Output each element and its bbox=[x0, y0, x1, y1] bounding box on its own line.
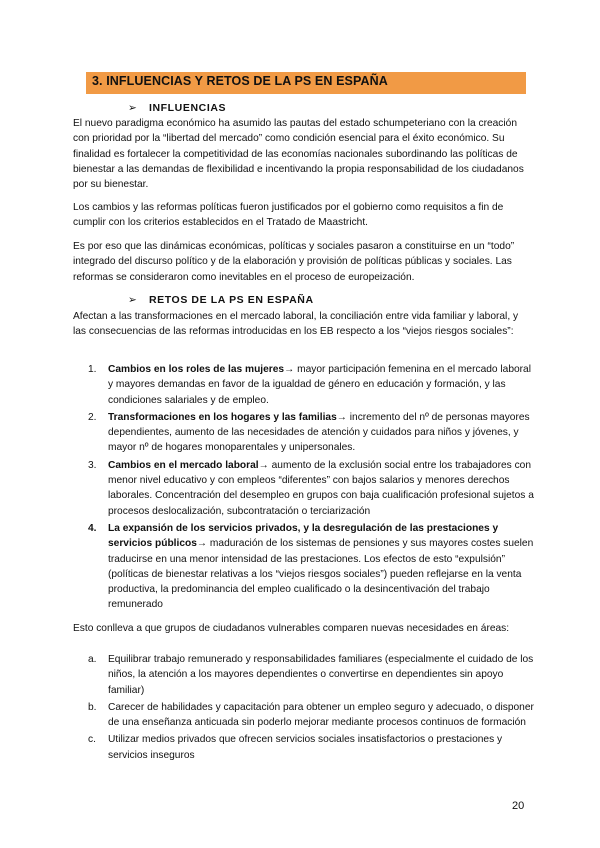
subheading-text: RETOS DE LA PS EN ESPAÑA bbox=[148, 294, 314, 306]
list-item-text: Carecer de habilidades y capacitación para obtener un empleo seguro y adecuado, o disponer de una enseñanza anticuada sin poderlo mejorar mediante procesos continuos de formación bbox=[108, 701, 534, 729]
list-letter: a. bbox=[88, 654, 97, 665]
list-item-text: → mayor participación femenina en el mercado laboral y mayores demandas en favor de la igualdad de género en educación y formación, y las condiciones salariales y de empleo. bbox=[108, 364, 531, 406]
list-item-bold: Cambios en los roles de las mujeres bbox=[108, 364, 285, 375]
section-number: 3. bbox=[92, 74, 103, 88]
list-number: 4. bbox=[88, 522, 97, 534]
list-item bbox=[88, 652, 534, 698]
list-item-text: Utilizar medios privados que ofrecen servicios sociales insatisfactorios o prestaciones y servicios inseguros bbox=[108, 734, 503, 761]
subheading-text: INFLUENCIAS bbox=[148, 102, 227, 114]
list-item bbox=[88, 458, 534, 519]
list-item bbox=[88, 700, 534, 731]
section-title-text: INFLUENCIAS Y RETOS DE LA PS EN ESPAÑA bbox=[106, 74, 388, 88]
list-letter: c. bbox=[88, 734, 96, 746]
list-item bbox=[88, 521, 534, 613]
subheading-retos bbox=[128, 294, 314, 306]
retos-numbered-list bbox=[88, 362, 534, 613]
list-item-bold: Transformaciones en los hogares y las familias bbox=[108, 411, 337, 423]
arrow-bullet-icon: ➢ bbox=[128, 294, 138, 306]
conclusion-paragraph: Esto conlleva a que grupos de ciudadanos vulnerables comparen nuevas necesidades en áreas: bbox=[73, 623, 510, 634]
retos-intro-paragraph: Afectan a las transformaciones en el mercado laboral, la conciliación entre vida familiar y laboral, y las consecuencias de las reformas introducidas en los EB respecto a los “viejos riesgos sociales”: bbox=[73, 311, 519, 338]
areas-lettered-list bbox=[88, 652, 534, 763]
list-letter: b. bbox=[88, 701, 97, 713]
list-item-text: Equilibrar trabajo remunerado y responsabilidades familiares (especialmente el cuidado de los niños, la atención a los mayores dependientes o convertirse en dependientes sin apoyo familiar) bbox=[108, 654, 534, 696]
list-item-bold: Cambios en el mercado laboral bbox=[108, 459, 259, 471]
section-title bbox=[92, 74, 388, 88]
arrow-bullet-icon: ➢ bbox=[128, 102, 138, 114]
list-number: 2. bbox=[88, 411, 97, 423]
list-item bbox=[88, 732, 534, 763]
list-number: 3. bbox=[88, 459, 97, 471]
list-item-text: → incremento del nº de personas mayores dependientes, aumento de las necesidades de atención y cuidados para niños y jóvenes, y mayor nº de hogares monoparentales y unipersonales. bbox=[108, 411, 530, 454]
list-item-text: → maduración de los sistemas de pensiones y sus mayores costes suelen traducirse en una menor intensidad de las prestaciones. Los efectos de esto “expulsión” (políticas de bienestar relativas a los “viejos riesgos sociales”) pueden reflejarse en la venta productiva, la predominancia del empleo cualificado o la desincentivación del trabajo remunerado bbox=[108, 538, 534, 611]
influencias-paragraph-2: Los cambios y las reformas políticas fueron justificados por el gobierno como requisitos a fin de cumplir con los criterios establecidos en el Tratado de Maastricht. bbox=[73, 202, 504, 229]
subheading-influencias bbox=[128, 102, 226, 114]
list-item-bold: La expansión de los servicios privados, y la desregulación de las prestaciones y servicios públicos bbox=[108, 522, 499, 550]
influencias-paragraph-3: Es por eso que las dinámicas económicas, políticas y sociales pasaron a constituirse en un “todo” integrado del discurso político y de la elaboración y provisión de políticas públicas y sociales. Las reformas se consideraron como inevitables en el proceso de europeización. bbox=[73, 241, 515, 283]
list-number: 1. bbox=[88, 364, 97, 375]
influencias-paragraph-1: El nuevo paradigma económico ha asumido las pautas del estado schumpeteriano con la creación con prioridad por la “libertad del mercado” como condición esencial para el éxito económico. Su finalidad es fortalecer la competitividad de las economías nacionales subordinando las políticas de bienestar a las demandas de flexibilidad e incentivando la propia responsabilidad de los ciudadanos por su bienestar. bbox=[73, 118, 524, 191]
list-item-text: → aumento de la exclusión social entre los trabajadores con menor nivel educativo y con empleos “diferentes” con bajos salarios y menores derechos laborales. Concentración del desempleo en grupos con baja cualificación profesional sujetos a procesos deslocalización, subcontratación o terciarización bbox=[108, 459, 534, 517]
list-item bbox=[88, 410, 534, 456]
page-number: 20 bbox=[512, 800, 525, 812]
list-item bbox=[88, 362, 534, 408]
